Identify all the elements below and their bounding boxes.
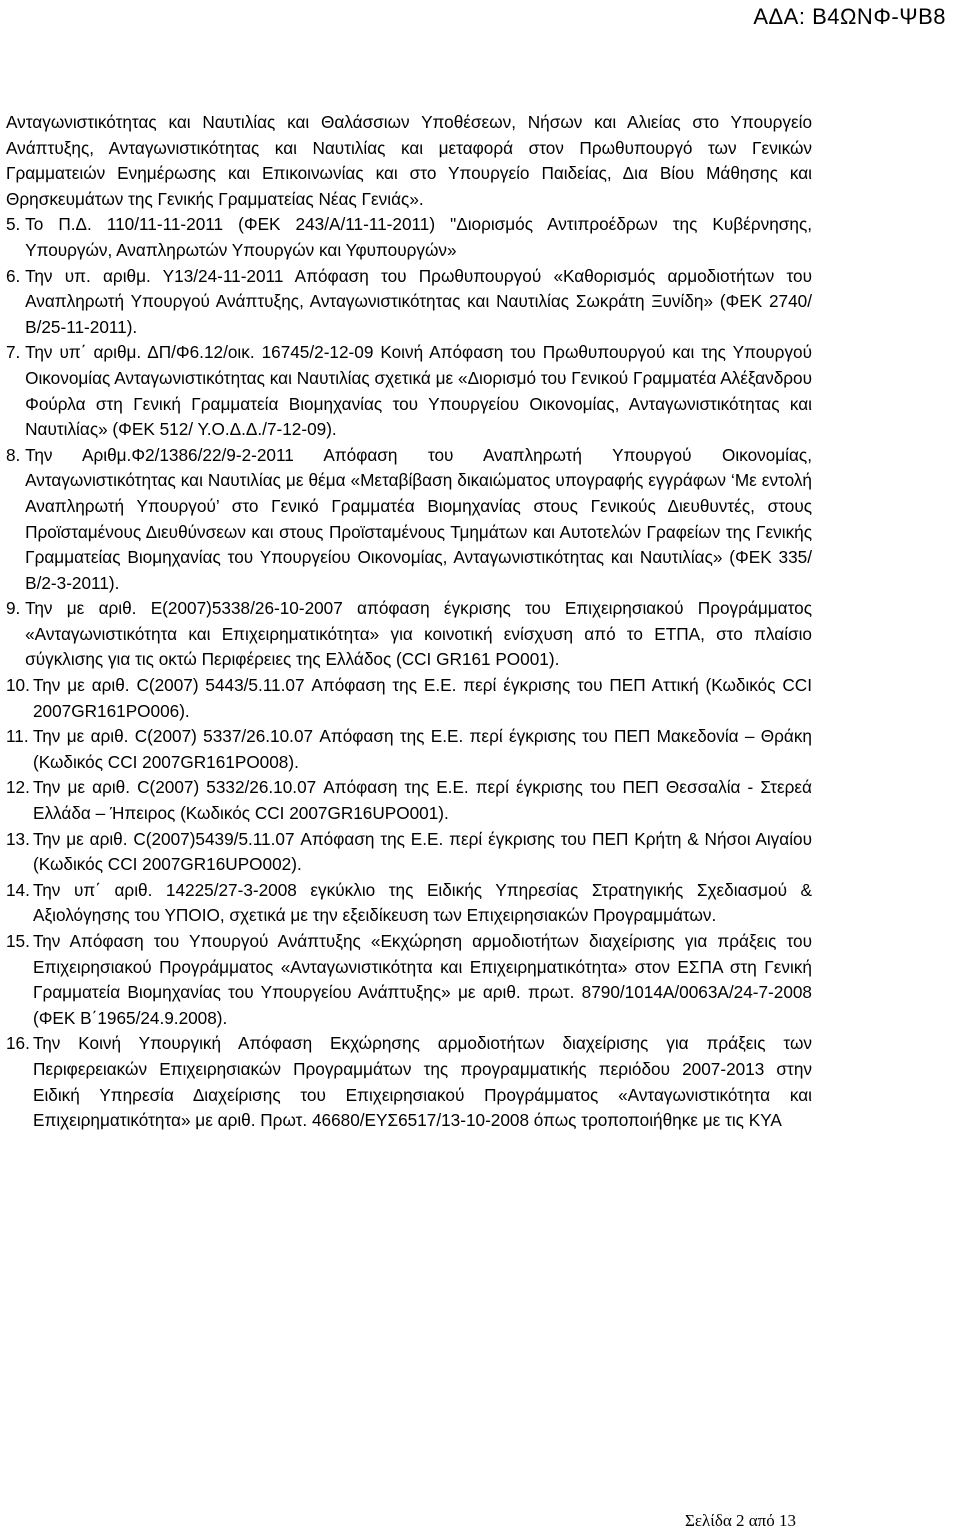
item-text: Την με αριθ. C(2007)5439/5.11.07 Απόφαση της Ε.Ε. περί έγκρισης του ΠΕΠ Κρήτη & Νήσοι Αιγαίου (Κωδικός CCI 2007GR16UPO002). <box>33 828 812 875</box>
list-item-5 <box>6 212 812 263</box>
ada-code: ΑΔΑ: Β4ΩΝΦ-ΨΒ8 <box>753 4 946 29</box>
item-number: 11. <box>6 726 29 747</box>
item-text: Το Π.Δ. 110/11-11-2011 (ΦΕΚ 243/Α/11-11-2011) "Διορισμός Αντιπροέδρων της Κυβέρνησης, Υπουργών, Αναπληρωτών Υπουργών και Υφυπουργών» <box>25 214 812 260</box>
item-text: Την Κοινή Υπουργική Απόφαση Εκχώρησης αρμοδιοτήτων διαχείρισης για πράξεις των Περιφερειακών Επιχειρησιακών Προγραμμάτων της προγραμματικής περιόδου 2007-2013 στην Ειδική Υπηρεσία Διαχείρισης του Επιχειρησιακού Προγράμματος «Ανταγωνιστικότητα και Επιχειρηματικότητα» με αριθ. Πρωτ. 46680/ΕΥΣ6517/13-10-2008 όπως τροποποιήθηκε με τις ΚΥΑ <box>33 1033 812 1131</box>
item-text: Την Αριθμ.Φ2/1386/22/9-2-2011 Απόφαση του Αναπληρωτή Υπουργού Οικονομίας, Ανταγωνιστικότητας και Ναυτιλίας με θέμα «Μεταβίβαση δικαιώματος υπογραφής εγγράφων ‘Με εντολή Αναπληρωτή Υπουργού’ στο Γενικό Γραμματέα Βιομηχανίας στους Γενικούς Διευθυντές, στους Προϊσταμένους Διευθύνσεων και στους Προϊσταμένους Τμημάτων και Αυτοτελών Γραφείων της Γενικής Γραμματείας Βιομηχανίας του Υπουργείου Οικονομίας, Ανταγωνιστικότητας και Ναυτιλίας» (ΦΕΚ 335/Β/2-3-2011). <box>25 444 812 593</box>
list-item-15 <box>6 929 812 1031</box>
item-number: 8. <box>6 444 26 465</box>
item-number: 5. <box>6 214 26 235</box>
item-text: Την με αριθ. Ε(2007)5338/26-10-2007 απόφαση έγκρισης του Επιχειρησιακού Προγράμματος «Ανταγωνιστικότητα και Επιχειρηματικότητα» για κοινοτική ενίσχυση από το ΕΤΠΑ, στο πλαίσιο σύγκλισης για τις οκτώ Περιφέρειες της Ελλάδος (CCI GR161 PO001). <box>25 598 812 670</box>
item-text: Την υπ΄ αριθμ. ΔΠ/Φ6.12/οικ. 16745/2-12-09 Κοινή Απόφαση του Πρωθυπουργού και της Υπουργού Οικονομίας Ανταγωνιστικότητας και Ναυτιλίας σχετικά με «Διορισμό του Γενικού Γραμματέα Αλέξανδρου Φούρλα στη Γενική Γραμματεία Βιομηχανίας του Υπουργείου Οικονομίας, Ανταγωνιστικότητας και Ναυτιλίας» (ΦΕΚ 512/ Υ.Ο.Δ.Δ./7-12-09). <box>25 342 812 440</box>
list-item-8 <box>6 443 812 597</box>
item-number: 9. <box>6 598 26 619</box>
item-number: 16. <box>6 1033 30 1054</box>
list-item-7 <box>6 340 812 442</box>
item-number: 14. <box>6 879 30 900</box>
intro-paragraph: Ανταγωνιστικότητας και Ναυτιλίας και Θαλάσσιων Υποθέσεων, Νήσων και Αλιείας στο Υπουργείο Ανάπτυξης, Ανταγωνιστικότητας και Ναυτιλίας και μεταφορά στον Πρωθυπουργό των Γενικών Γραμματειών Ενημέρωσης και Επικοινωνίας και στο Υπουργείο Παιδείας, Δια Βίου Μάθησης και Θρησκευμάτων της Γενικής Γραμματείας Νέας Γενιάς». <box>6 112 812 209</box>
item-text: Την Απόφαση του Υπουργού Ανάπτυξης «Εκχώρηση αρμοδιοτήτων διαχείρισης για πράξεις του Επιχειρησιακού Προγράμματος «Ανταγωνιστικότητα και Επιχειρηματικότητα» στον ΕΣΠΑ στη Γενική Γραμματεία Βιομηχανίας του Υπουργείου Ανάπτυξης» με αριθ. πρωτ. 8790/1014Α/0063Α/24-7-2008 (ΦΕΚ Β΄1965/24.9.2008). <box>33 931 812 1028</box>
item-number: 7. <box>6 342 26 363</box>
list-item-14 <box>6 878 812 929</box>
item-text: Την υπ. αριθμ. Υ13/24-11-2011 Απόφαση του Πρωθυπουργού «Καθορισμός αρμοδιοτήτων του Αναπληρωτή Υπουργού Ανάπτυξης, Ανταγωνιστικότητας και Ναυτιλίας Σωκράτη Ξυνίδη» (ΦΕΚ 2740/Β/25-11-2011). <box>25 265 812 337</box>
list-item-13 <box>6 827 812 878</box>
item-text: Την με αριθ. C(2007) 5337/26.10.07 Απόφαση της Ε.Ε. περί έγκρισης του ΠΕΠ Μακεδονία – Θράκη (Κωδικός CCI 2007GR161PO008). <box>33 726 812 772</box>
list-item-11 <box>6 724 812 775</box>
item-number: 6. <box>6 265 26 286</box>
list-item-12 <box>6 775 812 826</box>
item-number: 10. <box>6 675 30 696</box>
item-number: 12. <box>6 777 30 798</box>
item-text: Την με αριθ. C(2007) 5332/26.10.07 Απόφαση της Ε.Ε. περί έγκρισης του ΠΕΠ Θεσσαλία - Στερεά Ελλάδα – Ήπειρος (Κωδικός CCI 2007GR16UPO001). <box>33 777 812 824</box>
list-item-6 <box>6 264 812 341</box>
item-text: Την με αριθ. C(2007) 5443/5.11.07 Απόφαση της Ε.Ε. περί έγκρισης του ΠΕΠ Αττική (Κωδικός CCI 2007GR161PO006). <box>33 675 812 721</box>
list-item-10 <box>6 673 812 724</box>
page-number: Σελίδα 2 από 13 <box>685 1511 797 1530</box>
list-item-16 <box>6 1031 812 1133</box>
item-number: 15. <box>6 931 30 951</box>
item-text: Την υπ΄ αριθ. 14225/27-3-2008 εγκύκλιο της Ειδικής Υπηρεσίας Στρατηγικής Σχεδιασμού & Αξιολόγησης του ΥΠΟΙΟ, σχετικά με την εξειδίκευση των Επιχειρησιακών Προγραμμάτων. <box>33 879 812 926</box>
item-number: 13. <box>6 828 30 849</box>
list-item-9 <box>6 596 812 673</box>
document-body <box>6 110 812 1134</box>
